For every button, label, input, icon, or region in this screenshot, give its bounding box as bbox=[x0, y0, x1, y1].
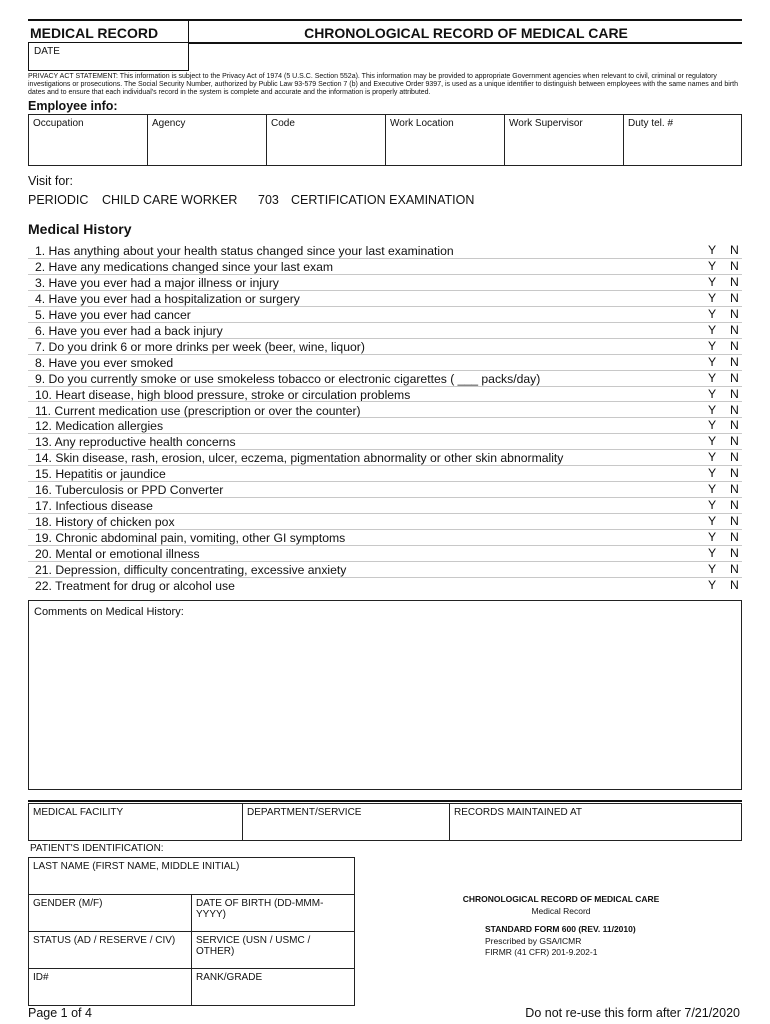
service-field[interactable] bbox=[192, 932, 354, 969]
agency-label: Agency bbox=[152, 118, 186, 129]
yes-option[interactable]: Y bbox=[708, 418, 717, 433]
no-option[interactable]: N bbox=[730, 562, 739, 576]
header-top-line bbox=[28, 19, 742, 21]
history-question: 5. Have you ever had cancer bbox=[35, 307, 191, 322]
rank-field[interactable] bbox=[192, 969, 354, 1005]
no-option[interactable]: N bbox=[730, 450, 739, 465]
history-row bbox=[28, 371, 742, 387]
agency-field[interactable] bbox=[148, 115, 267, 165]
history-row bbox=[28, 434, 742, 450]
service-label: SERVICE (USN / USMC / OTHER) bbox=[196, 935, 311, 957]
history-question: 14. Skin disease, rash, erosion, ulcer, eczema, pigmentation abnormality or other skin abnormality bbox=[35, 451, 564, 466]
no-option[interactable]: N bbox=[730, 402, 739, 417]
history-question: 22. Treatment for drug or alcohol use bbox=[35, 578, 235, 593]
work-location-label: Work Location bbox=[390, 118, 454, 129]
history-question: 1. Has anything about your health status changed since your last examination bbox=[35, 244, 454, 258]
rank-label: RANK/GRADE bbox=[196, 972, 263, 983]
history-question: 7. Do you drink 6 or more drinks per week (beer, wine, liquor) bbox=[35, 339, 365, 354]
chronological-record-title: CHRONOLOGICAL RECORD OF MEDICAL CARE bbox=[304, 25, 628, 41]
history-question: 4. Have you ever had a hospitalization or surgery bbox=[35, 291, 300, 306]
work-location-field[interactable] bbox=[386, 115, 505, 165]
yes-option[interactable]: Y bbox=[708, 498, 717, 513]
yes-option[interactable]: Y bbox=[708, 243, 717, 257]
no-option[interactable]: N bbox=[730, 482, 739, 497]
history-question: 3. Have you ever had a major illness or injury bbox=[35, 275, 279, 290]
no-option[interactable]: N bbox=[730, 434, 739, 449]
comments-box[interactable] bbox=[28, 600, 742, 790]
yes-option[interactable]: Y bbox=[708, 354, 717, 369]
history-row bbox=[28, 466, 742, 482]
history-row bbox=[28, 514, 742, 530]
department-field[interactable] bbox=[243, 804, 450, 840]
history-row bbox=[28, 530, 742, 546]
facility-table bbox=[28, 803, 742, 841]
history-row bbox=[28, 291, 742, 307]
history-row bbox=[28, 418, 742, 434]
history-row bbox=[28, 387, 742, 403]
employee-info-table bbox=[28, 114, 742, 166]
yes-option[interactable]: Y bbox=[708, 530, 717, 545]
occupation-field[interactable] bbox=[29, 115, 148, 165]
history-row bbox=[28, 498, 742, 514]
no-option[interactable]: N bbox=[730, 386, 739, 401]
history-row bbox=[28, 482, 742, 498]
no-option[interactable]: N bbox=[730, 322, 739, 337]
code-label: Code bbox=[271, 118, 295, 129]
records-label: RECORDS MAINTAINED AT bbox=[454, 807, 582, 818]
date-box-bottom bbox=[28, 70, 189, 71]
yes-option[interactable]: Y bbox=[708, 338, 717, 353]
history-row bbox=[28, 450, 742, 466]
visit-purpose: CERTIFICATION EXAMINATION bbox=[291, 193, 475, 207]
employee-info-heading: Employee info: bbox=[28, 99, 118, 113]
history-question: 10. Heart disease, high blood pressure, stroke or circulation problems bbox=[35, 387, 411, 402]
status-label: STATUS (AD / RESERVE / CIV) bbox=[33, 935, 176, 946]
date-field[interactable] bbox=[30, 58, 186, 70]
yes-option[interactable]: Y bbox=[708, 386, 717, 401]
yes-option[interactable]: Y bbox=[708, 274, 717, 289]
medical-facility-label: MEDICAL FACILITY bbox=[33, 807, 124, 818]
no-option[interactable]: N bbox=[730, 514, 739, 529]
no-option[interactable]: N bbox=[730, 274, 739, 289]
history-question: 16. Tuberculosis or PPD Converter bbox=[35, 483, 224, 498]
privacy-statement: PRIVACY ACT STATEMENT: This information is subject to the Privacy Act of 1974 (5 U.S.C. Section 552a). This information may be provided to appropriate Government agencies when relevant to civil, criminal or regulatory investigations or prosecutions. The Social Security Number, authorized by Public Law 93-579 Section 7 (b) and Executive Order 9397, is used as a unique identifier to distinguish between employees with the same names and birth dates and to ensure that each individual's record in the system is complete and accurate and the information is properly attributed. bbox=[28, 73, 738, 96]
yes-option[interactable]: Y bbox=[708, 514, 717, 529]
medical-facility-field[interactable] bbox=[29, 804, 243, 840]
yes-option[interactable]: Y bbox=[708, 258, 717, 273]
visit-code: 703 bbox=[258, 193, 279, 207]
date-label: DATE bbox=[34, 46, 60, 57]
department-label: DEPARTMENT/SERVICE bbox=[247, 807, 362, 818]
header-divider bbox=[188, 19, 189, 71]
yes-option[interactable]: Y bbox=[708, 306, 717, 321]
yes-option[interactable]: Y bbox=[708, 402, 717, 417]
gender-label: GENDER (M/F) bbox=[33, 898, 103, 909]
form-firmr: FIRMR (41 CFR) 201-9.202-1 bbox=[485, 947, 598, 957]
no-option[interactable]: N bbox=[730, 530, 739, 545]
status-field[interactable] bbox=[29, 932, 192, 969]
occupation-label: Occupation bbox=[33, 118, 84, 129]
id-label: ID# bbox=[33, 972, 49, 983]
yes-option[interactable]: Y bbox=[708, 482, 717, 497]
visit-role: CHILD CARE WORKER bbox=[102, 193, 238, 207]
duty-tel-label: Duty tel. # bbox=[628, 118, 674, 129]
last-name-field[interactable] bbox=[29, 858, 354, 895]
last-name-label: LAST NAME (FIRST NAME, MIDDLE INITIAL) bbox=[33, 861, 240, 872]
visit-for-label: Visit for: bbox=[28, 174, 73, 188]
history-question: 13. Any reproductive health concerns bbox=[35, 435, 236, 450]
form-info-title: CHRONOLOGICAL RECORD OF MEDICAL CARE bbox=[462, 894, 660, 904]
no-option[interactable]: N bbox=[730, 306, 739, 321]
no-option[interactable]: N bbox=[730, 498, 739, 513]
dob-label: DATE OF BIRTH (DD-MMM-YYYY) bbox=[196, 898, 324, 920]
yes-option[interactable]: Y bbox=[708, 466, 717, 481]
history-question: 2. Have any medications changed since your last exam bbox=[35, 259, 334, 274]
history-question: 15. Hepatitis or jaundice bbox=[35, 467, 166, 482]
history-row bbox=[28, 562, 742, 578]
no-option[interactable]: N bbox=[730, 577, 739, 592]
patient-id-heading: PATIENT'S IDENTIFICATION: bbox=[30, 843, 164, 854]
history-row bbox=[28, 323, 742, 339]
dob-field[interactable] bbox=[192, 895, 354, 932]
records-field[interactable] bbox=[450, 804, 741, 840]
history-question: 18. History of chicken pox bbox=[35, 515, 175, 530]
history-question: 19. Chronic abdominal pain, vomiting, other GI symptoms bbox=[35, 531, 346, 546]
yes-option[interactable]: Y bbox=[708, 577, 717, 592]
header-mid-line bbox=[28, 42, 189, 43]
form-prescribed: Prescribed by GSA/ICMR bbox=[485, 936, 582, 946]
history-question: 6. Have you ever had a back injury bbox=[35, 323, 223, 338]
no-option[interactable]: N bbox=[730, 546, 739, 561]
no-option[interactable]: N bbox=[730, 354, 739, 369]
history-question: 20. Mental or emotional illness bbox=[35, 547, 200, 562]
history-question: 12. Medication allergies bbox=[35, 419, 164, 434]
work-supervisor-label: Work Supervisor bbox=[509, 118, 583, 129]
history-row bbox=[28, 243, 742, 259]
code-field[interactable] bbox=[267, 115, 386, 165]
visit-type: PERIODIC bbox=[28, 193, 89, 207]
yes-option[interactable]: Y bbox=[708, 434, 717, 449]
history-question: 21. Depression, difficulty concentrating, excessive anxiety bbox=[35, 563, 347, 577]
medical-record-title: MEDICAL RECORD bbox=[30, 25, 159, 41]
yes-option[interactable]: Y bbox=[708, 322, 717, 337]
date-box-left bbox=[28, 42, 29, 71]
duty-tel-field[interactable] bbox=[624, 115, 741, 165]
history-row bbox=[28, 259, 742, 275]
header-right-line bbox=[188, 42, 742, 44]
history-row bbox=[28, 307, 742, 323]
no-option[interactable]: N bbox=[730, 290, 739, 305]
yes-option[interactable]: Y bbox=[708, 450, 717, 465]
facility-top-line bbox=[28, 800, 742, 802]
page-number: Page 1 of 4 bbox=[28, 1006, 92, 1020]
no-option[interactable]: N bbox=[730, 338, 739, 353]
history-question: 9. Do you currently smoke or use smokeless tobacco or electronic cigarettes ( ___ packs/day) bbox=[35, 371, 541, 386]
yes-option[interactable]: Y bbox=[708, 562, 717, 576]
work-supervisor-field[interactable] bbox=[505, 115, 624, 165]
history-row bbox=[28, 275, 742, 291]
yes-option[interactable]: Y bbox=[708, 546, 717, 561]
comments-label: Comments on Medical History: bbox=[34, 606, 184, 618]
no-option[interactable]: N bbox=[730, 418, 739, 433]
history-row bbox=[28, 578, 742, 594]
history-question: 11. Current medication use (prescription or over the counter) bbox=[35, 403, 361, 418]
yes-option[interactable]: Y bbox=[708, 290, 717, 305]
history-row bbox=[28, 355, 742, 371]
yes-option[interactable]: Y bbox=[708, 370, 717, 385]
form-info-subtitle: Medical Record bbox=[531, 906, 591, 916]
history-question: 8. Have you ever smoked bbox=[35, 355, 174, 370]
patient-id-table bbox=[28, 857, 355, 1006]
form-number: STANDARD FORM 600 (REV. 11/2010) bbox=[485, 924, 636, 934]
medical-history-heading: Medical History bbox=[28, 221, 132, 237]
reuse-notice: Do not re-use this form after 7/21/2020 bbox=[525, 1006, 740, 1020]
no-option[interactable]: N bbox=[730, 370, 739, 385]
no-option[interactable]: N bbox=[730, 466, 739, 481]
gender-field[interactable] bbox=[29, 895, 192, 932]
history-row bbox=[28, 403, 742, 419]
history-row bbox=[28, 546, 742, 562]
history-row bbox=[28, 339, 742, 355]
id-field[interactable] bbox=[29, 969, 192, 1005]
no-option[interactable]: N bbox=[730, 258, 739, 273]
no-option[interactable]: N bbox=[730, 243, 739, 257]
history-question: 17. Infectious disease bbox=[35, 499, 153, 514]
